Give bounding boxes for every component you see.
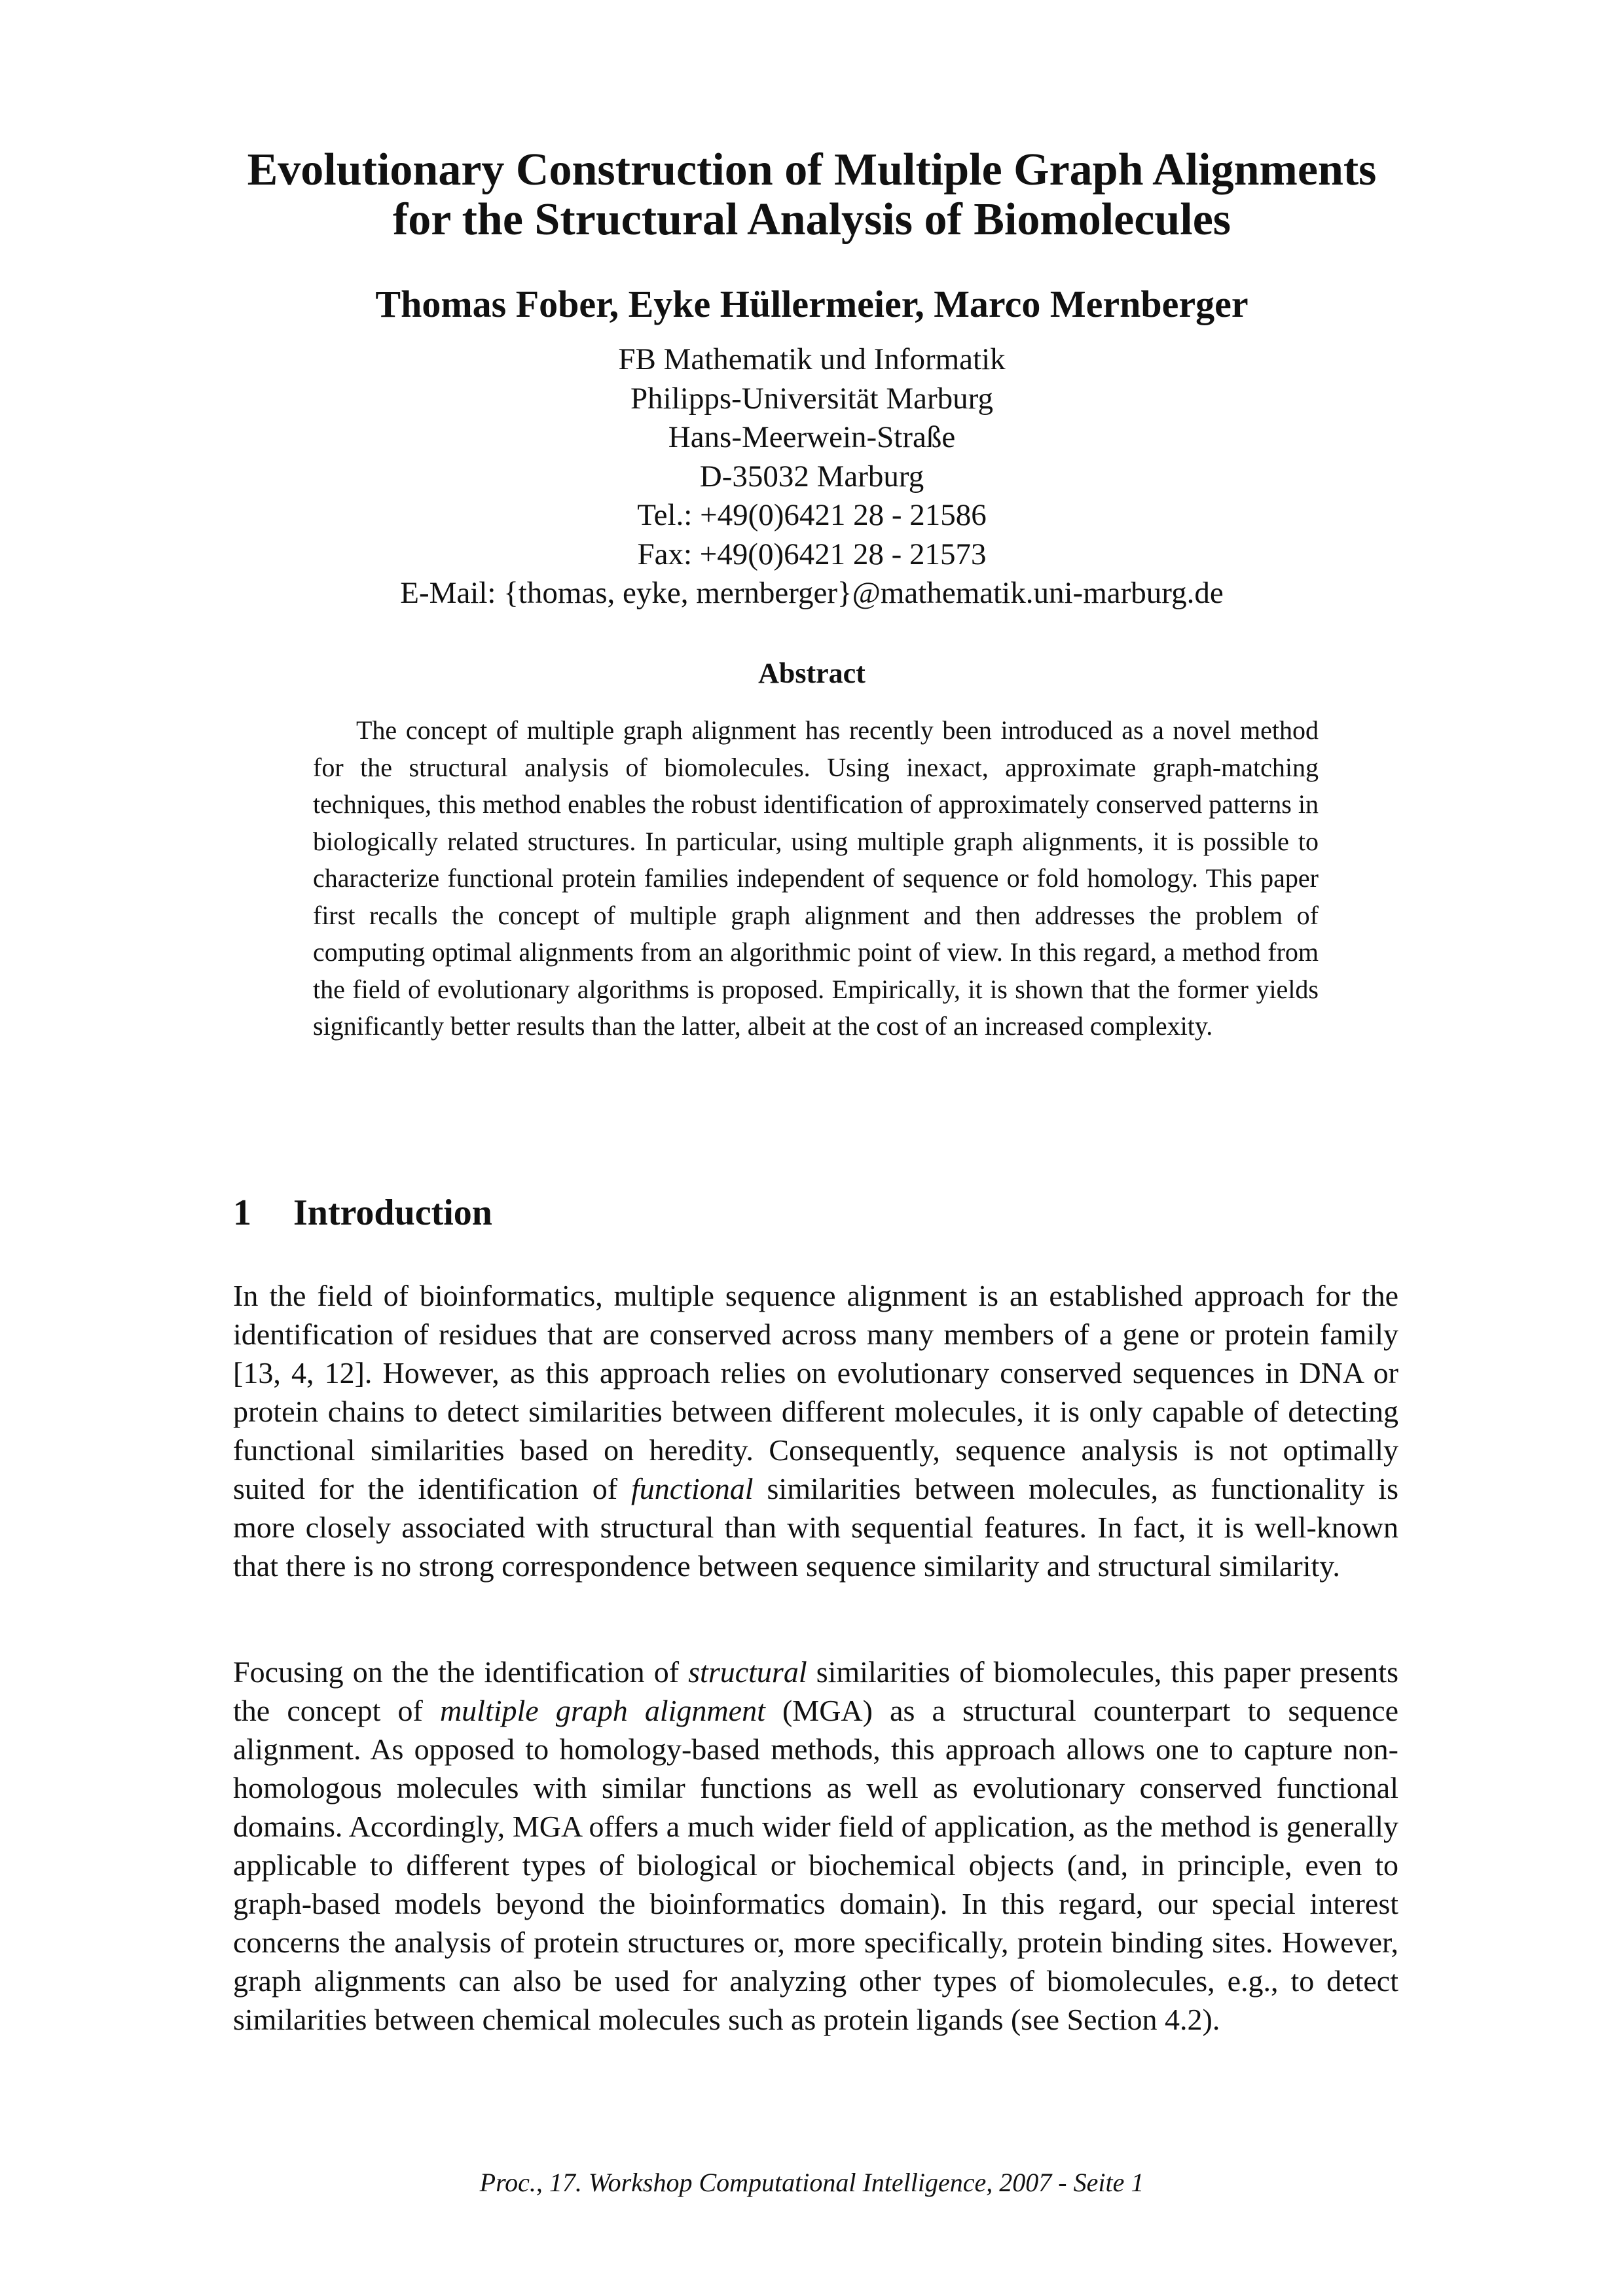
- paragraph-text: similarities between molecules, as functionality is more closely associated with structural than with sequential features. In fact, it is well-known that there is no strong correspondence between sequence similarity and structural similarity.: [233, 1472, 1398, 1583]
- affiliation-street: Hans-Meerwein-Straße: [668, 420, 956, 454]
- section-title: Introduction: [293, 1193, 492, 1233]
- emphasized-term: functional: [631, 1472, 754, 1505]
- abstract-text: The concept of multiple graph alignment has recently been introduced as a novel method for the structural analysis of biomolecules. Using inexact, approximate graph-matching techniques, this method enables the robust identification of approximately conserved patterns in biologically related structures. In particular, using multiple graph alignments, it is possible to characterize functional protein families independent of sequence or fold homology. This paper first recalls the concept of multiple graph alignment and then addresses the problem of computing optimal alignments from an algorithmic point of view. In this regard, a method from the field of evolutionary algorithms is proposed. Empirically, it is shown that the former yields significantly better results than the latter, albeit at the cost of an increased complexity.: [313, 715, 1319, 1041]
- affiliation-block: [196, 340, 1427, 613]
- author-list: Thomas Fober, Eyke Hüllermeier, Marco Mernberger: [375, 283, 1249, 325]
- paper-title: [196, 145, 1427, 245]
- intro-paragraph-1: [233, 1276, 1398, 1585]
- paragraph-text: Focusing on the the identification of: [233, 1655, 689, 1689]
- page-footer: Proc., 17. Workshop Computational Intelligence, 2007 - Seite 1: [479, 2168, 1144, 2197]
- affiliation-department: FB Mathematik und Informatik: [618, 342, 1006, 376]
- emphasized-term: structural: [688, 1655, 807, 1689]
- affiliation-university: Philipps-Universität Marburg: [630, 381, 993, 416]
- paragraph-text: In the field of bioinformatics, multiple sequence alignment is an established approach for the identification of residues that are conserved across many members of a gene or protein family [13, 4, 12]. However, as this approach relies on evolutionary conserved sequences in DNA or protein chains to detect similarities between different molecules, it is only capable of detecting functional similarities based on heredity. Consequently, sequence analysis is not optimally suited for the identification of: [233, 1279, 1398, 1505]
- paragraph-text: (MGA) as a structural counterpart to sequence alignment. As opposed to homology-based methods, this approach allows one to capture non-homologous molecules with similar functions as well as evolutionary conserved functional domains. Accordingly, MGA offers a much wider field of application, as the method is generally applicable to different types of biological or biochemical objects (and, in principle, even to graph-based models beyond the bioinformatics domain). In this regard, our special interest concerns the analysis of protein structures or, more specifically, protein binding sites. However, graph alignments can also be used for analyzing other types of biomolecules, e.g., to detect similarities between chemical molecules such as protein ligands (see Section 4.2).: [233, 1694, 1399, 2036]
- section-number: 1: [233, 1193, 251, 1233]
- title-line-2: for the Structural Analysis of Biomolecules: [392, 194, 1231, 245]
- affiliation-city: D-35032 Marburg: [699, 459, 924, 493]
- emphasized-term: multiple graph alignment: [439, 1694, 765, 1727]
- abstract-heading: Abstract: [758, 657, 866, 689]
- affiliation-email: E-Mail: {thomas, eyke, mernberger}@mathematik.uni-marburg.de: [400, 576, 1224, 610]
- intro-paragraph-2: [233, 1653, 1398, 2039]
- affiliation-phone: Tel.: +49(0)6421 28 - 21586: [637, 498, 987, 532]
- affiliation-fax: Fax: +49(0)6421 28 - 21573: [637, 537, 987, 571]
- section-heading-introduction: [233, 1191, 492, 1234]
- title-line-1: Evolutionary Construction of Multiple Graph Alignments: [247, 145, 1377, 195]
- paragraph-text: similarities of biomolecules, this paper presents the concept of: [233, 1655, 1398, 1727]
